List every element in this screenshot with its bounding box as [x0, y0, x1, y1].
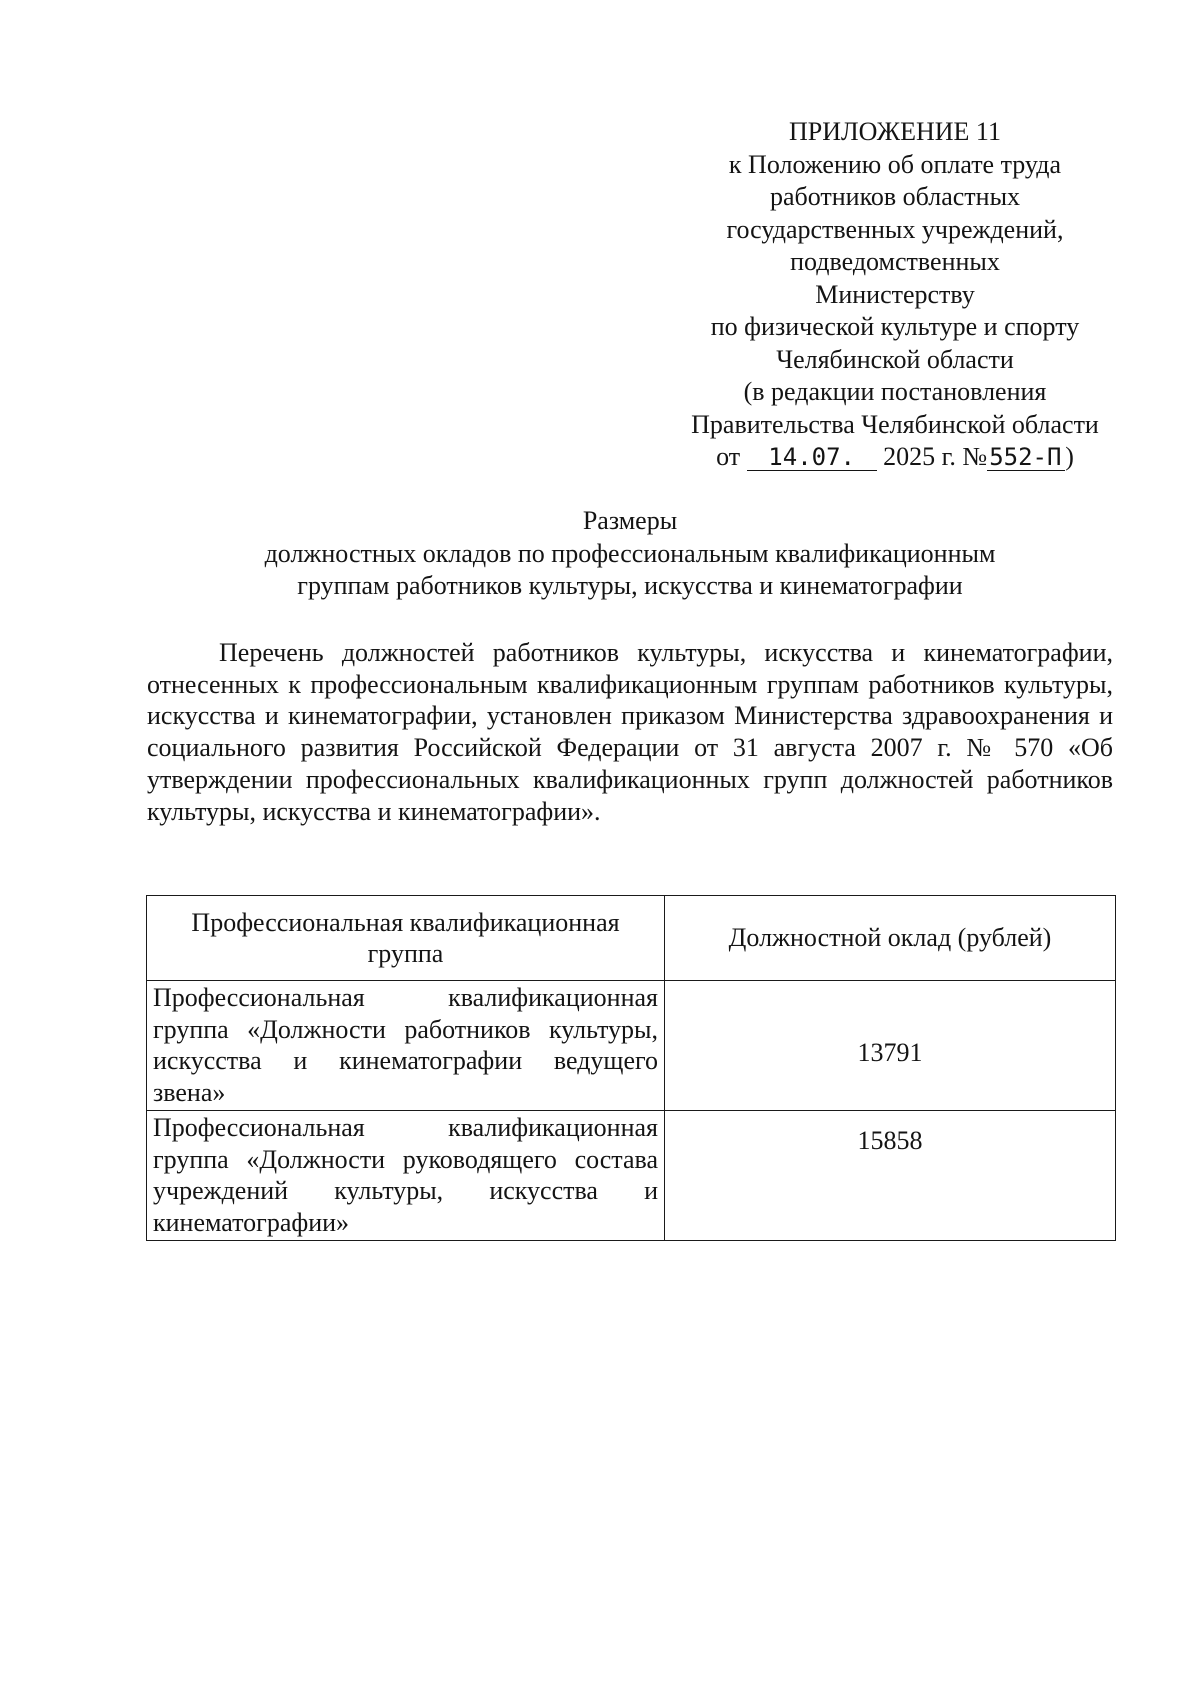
resolution-date-line — [660, 441, 1130, 474]
appendix-line: работников областных — [769, 182, 1021, 211]
appendix-line: по физической культуре и спорту — [710, 312, 1080, 341]
document-title-line: группам работников культуры, искусства и кинематографии — [297, 571, 963, 600]
table-row — [147, 1111, 1116, 1241]
document-title — [150, 505, 1110, 603]
appendix-title: ПРИЛОЖЕНИЕ 11 — [789, 117, 1001, 146]
appendix-line: к Положению об оплате труда — [728, 149, 1062, 179]
column-header-salary: Должностной оклад (рублей) — [665, 896, 1116, 981]
column-header-group: Профессиональная квалификационная группа — [147, 896, 665, 981]
appendix-line: Министерству — [815, 279, 975, 309]
appendix-line: подведомственных — [790, 247, 1000, 276]
salary-cell: 13791 — [665, 981, 1116, 1111]
appendix-heading — [660, 116, 1130, 474]
qualification-group-cell: Профессиональная квалификационная группа «Должности работников культуры, искусства и кинематографии ведущего звена» — [147, 981, 665, 1111]
appendix-line: государственных учреждений, — [726, 214, 1064, 244]
appendix-line: Правительства Челябинской области — [691, 409, 1099, 439]
document-title-line: должностных окладов по профессиональным квалификационным — [264, 538, 996, 568]
resolution-number: 552-П — [987, 444, 1065, 471]
table-row — [147, 981, 1116, 1111]
appendix-line: (в редакции постановления — [743, 377, 1047, 406]
salary-table — [146, 895, 1116, 1241]
qualification-group-cell: Профессиональная квалификационная группа «Должности руководящего состава учреждений культуры, искусства и кинематографии» — [147, 1111, 665, 1241]
resolution-year: 2025 г. № — [883, 442, 988, 471]
document-title-line: Размеры — [582, 506, 678, 535]
table-header-row — [147, 896, 1116, 981]
date-prefix: от — [716, 442, 741, 471]
appendix-line: Челябинской области — [776, 344, 1014, 374]
salary-cell: 15858 — [665, 1111, 1116, 1241]
resolution-date: 14.07. — [747, 444, 877, 471]
body-paragraph: Перечень должностей работников культуры, искусства и кинематографии, отнесенных к профессиональным квалификационным группам работников культуры, искусства и кинематографии, установлен приказом Министерства здравоохранения и социального развития Российской Федерации от 31 августа 2007 г. № 570 «Об утверждении профессиональных квалификационных групп должностей работников культуры, искусства и кинематографии». — [147, 638, 1113, 826]
closing-paren: ) — [1065, 442, 1074, 471]
